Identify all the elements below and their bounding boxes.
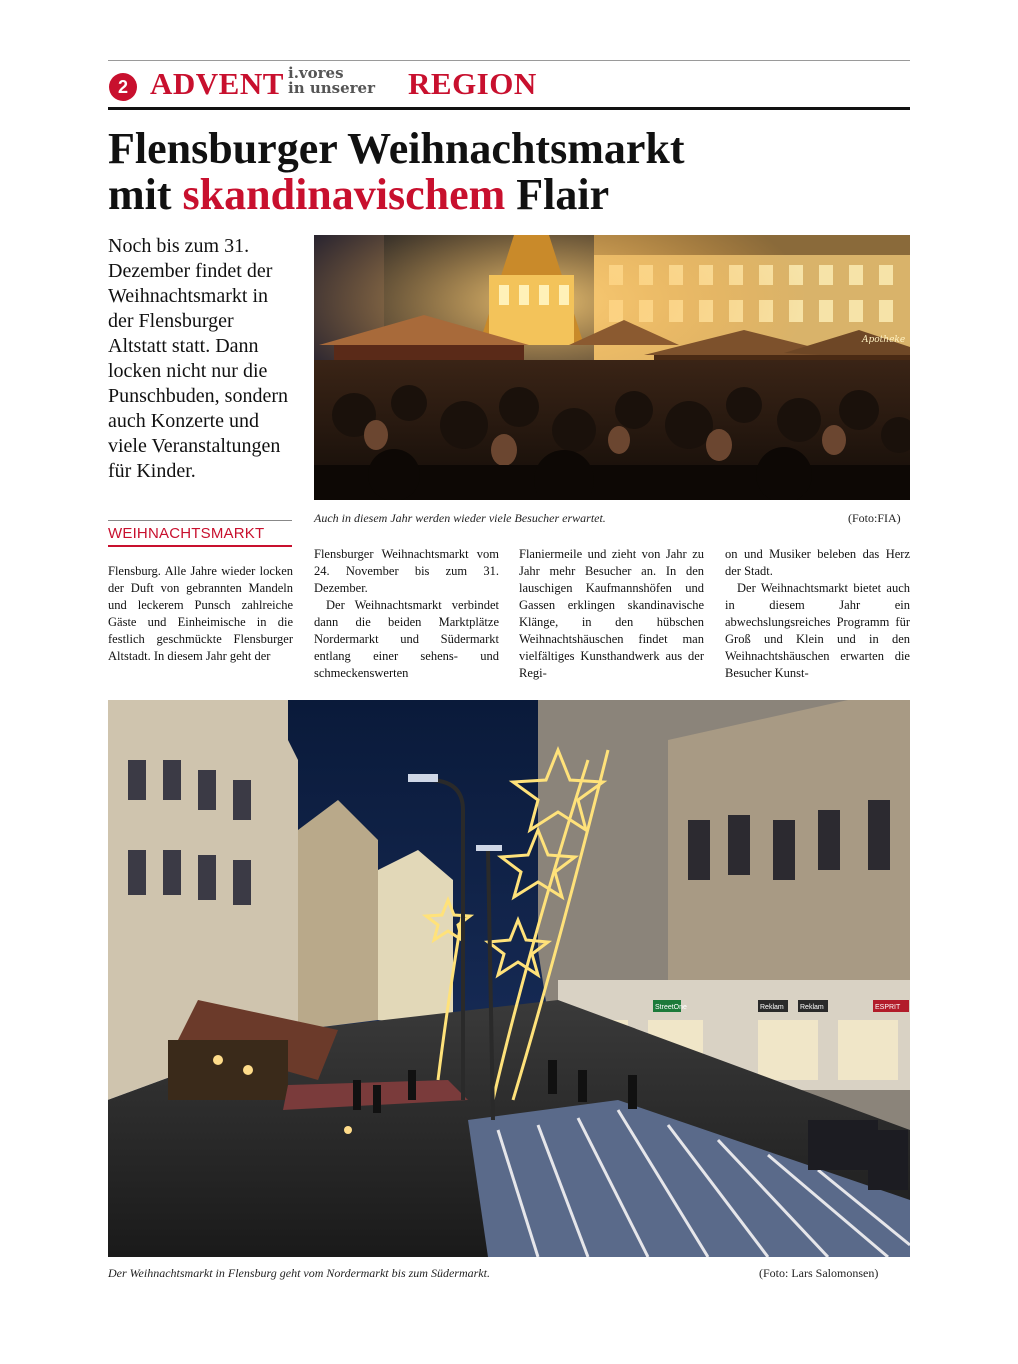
headline-line-1: Flensburger Weihnachtsmarkt (108, 124, 685, 173)
kicker-top-rule (108, 520, 292, 521)
article-column-4 (725, 546, 910, 682)
headline-post: Flair (516, 170, 610, 219)
headline-line-2 (108, 172, 918, 218)
intro-text: Noch bis zum 31. Dezember findet der Weihnachtsmarkt in der Flensburger Altstatt statt. Dann locken nicht nur die Punschbuden, sondern auch Konzerte und viele Veranstaltungen für Kinder. (108, 235, 288, 482)
photo1-caption: Auch in diesem Jahr werden wieder viele Besucher erwartet. (314, 511, 606, 525)
shop-sign-esprit: ESPRIT (875, 1004, 901, 1011)
article-column-3 (519, 546, 704, 682)
headline (108, 126, 918, 218)
col4-paragraph-1: on und Musiker beleben das Herz der Stadt. (725, 547, 910, 578)
apotheke-sign: Apotheke (862, 335, 906, 345)
page-number-badge: 2 (109, 73, 137, 101)
article-column-2 (314, 546, 499, 682)
shop-sign-reklam-2: Reklam (800, 1004, 824, 1011)
photo2-caption: Der Weihnachtsmarkt in Flensburg geht vom Nordermarkt bis zum Südermarkt. (108, 1266, 490, 1280)
header-rule (108, 107, 910, 110)
col1-paragraph: Flensburg. Alle Jahre wieder locken der Duft von gebrannten Mandeln und leckerem Punsch zahlreiche Gäste und Einheimische in die festlich geschmückte Flensburger Altstadt. In diesem Jahr geht der (108, 564, 293, 663)
shop-sign-reklam-1: Reklam (760, 1004, 784, 1011)
col2-paragraph-2: Der Weihnachtsmarkt verbindet dann die beiden Marktplätze Nordermarkt und Südermarkt entlang einer sehens- und schmeckenswerten (314, 598, 499, 680)
article-column-1 (108, 563, 293, 665)
col2-paragraph-1: Flensburger Weihnachtsmarkt vom 24. November bis zum 31. Dezember. (314, 547, 499, 595)
brand-line-2: in unserer (288, 79, 375, 97)
col3-paragraph: Flaniermeile und zieht von Jahr zu Jahr mehr Besucher an. In den lauschigen Kaufmannshöfen und Gassen erklingen skandinavische Klänge, in den hübschen Weihnachtshäuschen findet man vielfältiges Kunsthandwerk aus der Regi- (519, 547, 704, 680)
photo2-credit: (Foto: Lars Salomonsen) (759, 1266, 879, 1280)
headline-pre: mit (108, 170, 172, 219)
section-title-region: REGION (408, 66, 537, 101)
market-crowd-photo (314, 235, 910, 500)
section-title-advent: ADVENT (150, 66, 284, 101)
kicker-underline (108, 545, 292, 547)
street-scene-photo (108, 700, 910, 1257)
brand-logo (288, 66, 375, 96)
photo1-credit: (Foto:FIA) (848, 511, 901, 525)
brand-line-1: i.vores (288, 64, 344, 82)
col4-paragraph-2: Der Weihnachtsmarkt bietet auch in diesem Jahr ein abwechslungsreiches Programm für Groß und Klein und in den Weihnachtshäuschen erwarten die Besucher Kunst- (725, 581, 910, 680)
headline-accent: skandinavischem (182, 170, 506, 219)
shop-sign-streetone: StreetOne (655, 1004, 687, 1011)
top-rule (108, 60, 910, 61)
kicker-label: WEIHNACHTSMARKT (108, 525, 265, 542)
